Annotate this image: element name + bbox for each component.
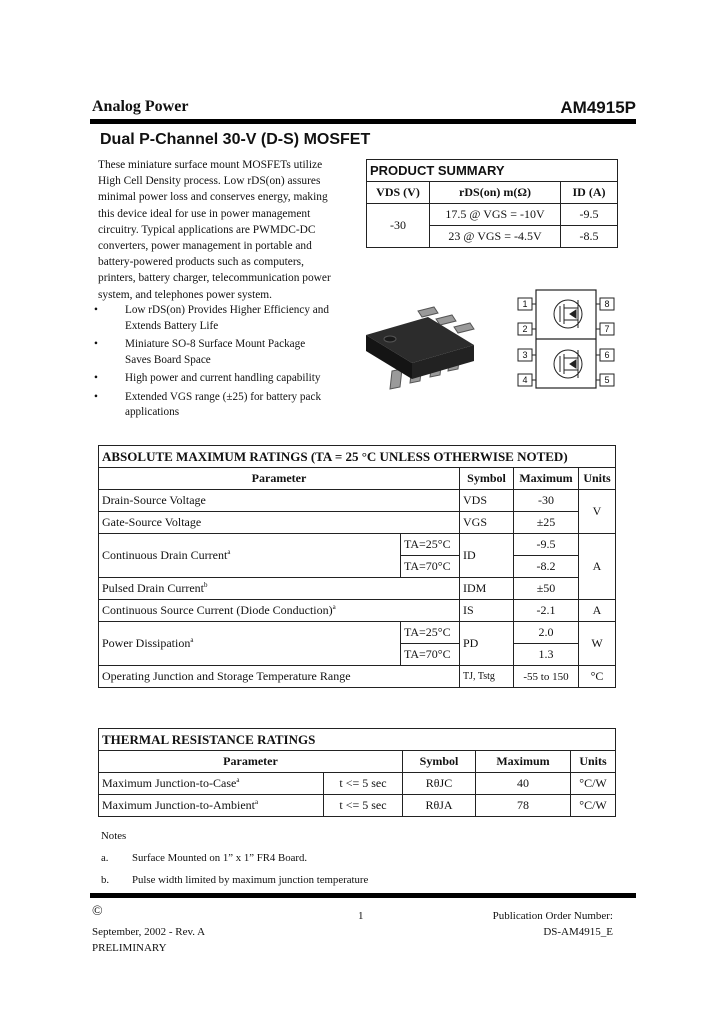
absolute-maximum-ratings-table [98, 445, 616, 688]
max-cell: 2.0 [514, 622, 579, 644]
unit-cell: A [579, 534, 616, 600]
param-cell: Continuous Drain Current$^a$ [99, 534, 401, 578]
intro-line: system, and telephones power system. [98, 288, 272, 301]
pin-label: 5 [604, 375, 610, 385]
feature-item: • Extended VGS range (±25) for battery pack applications [92, 390, 352, 421]
symbol-cell: RθJC [403, 773, 476, 795]
intro-line: minimal power loss and conserves energy, making [98, 191, 328, 204]
intro-line: circuitry. Typical applications are PWMDC-DC [98, 223, 316, 236]
param-cell: Power Dissipation$^a$ [99, 622, 401, 666]
param-cell: Drain-Source Voltage [99, 490, 460, 512]
max-cell: ±25 [514, 512, 579, 534]
symbol-cell: VDS [460, 490, 514, 512]
pin-label: 6 [604, 350, 610, 360]
pin-label: 8 [604, 299, 610, 309]
condition-cell: TA=25°C [401, 534, 460, 556]
copyright-symbol: © [92, 904, 103, 919]
thermal-resistance-table [98, 728, 616, 817]
feature-list [92, 303, 352, 424]
part-number: AM4915P [560, 98, 636, 117]
rds-value: 17.5 @ VGS = -10V [430, 204, 561, 226]
vds-value: -30 [367, 204, 430, 248]
param-cell: Maximum Junction-to-Case$^a$ [99, 773, 324, 795]
notes-heading: Notes [101, 830, 127, 842]
col-maximum: Maximum [476, 751, 571, 773]
note-item: a. Surface Mounted on 1” x 1” FR4 Board. [101, 852, 308, 864]
pin-label: 4 [522, 375, 528, 385]
symbol-cell: VGS [460, 512, 514, 534]
unit-cell: V [579, 490, 616, 534]
condition-cell: t <= 5 sec [324, 795, 403, 817]
footer-rule [90, 893, 636, 898]
feature-item: • Low rDS(on) Provides Higher Efficiency and Extends Battery Life [92, 303, 352, 334]
col-symbol: Symbol [460, 468, 514, 490]
unit-cell: °C/W [571, 795, 616, 817]
param-cell: Continuous Source Current (Diode Conduction)$^a$ [99, 600, 460, 622]
unit-cell: W [579, 622, 616, 666]
max-cell: -9.5 [514, 534, 579, 556]
max-cell: 1.3 [514, 644, 579, 666]
publication-label: Publication Order Number: [492, 910, 613, 922]
param-cell: Maximum Junction-to-Ambient$^a$ [99, 795, 324, 817]
col-vds: VDS (V) [367, 182, 430, 204]
notes-section [101, 825, 368, 891]
param-cell: Gate-Source Voltage [99, 512, 460, 534]
condition-cell: TA=70°C [401, 644, 460, 666]
amr-title: ABSOLUTE MAXIMUM RATINGS (TA = 25 °C UNLESS OTHERWISE NOTED) [99, 446, 616, 468]
max-cell: -55 to 150 [514, 666, 579, 688]
symbol-cell: RθJA [403, 795, 476, 817]
col-parameter: Parameter [99, 468, 460, 490]
symbol-cell: IDM [460, 578, 514, 600]
product-summary-title: PRODUCT SUMMARY [367, 160, 618, 182]
footer-status: PRELIMINARY [92, 942, 167, 954]
pin-label: 2 [522, 324, 528, 334]
col-symbol: Symbol [403, 751, 476, 773]
symbol-cell: ID [460, 534, 514, 578]
document-title: Dual P-Channel 30-V (D-S) MOSFET [100, 131, 371, 148]
page-number: 1 [358, 910, 364, 922]
header-rule [90, 119, 636, 124]
symbol-cell: IS [460, 600, 514, 622]
unit-cell: °C/W [571, 773, 616, 795]
intro-line: battery-powered products such as computers, [98, 256, 304, 269]
max-cell: -8.2 [514, 556, 579, 578]
max-cell: -30 [514, 490, 579, 512]
max-cell: ±50 [514, 578, 579, 600]
intro-line: These miniature surface mount MOSFETs utilize [98, 159, 323, 171]
feature-item: • Miniature SO-8 Surface Mount Package Saves Board Space [92, 337, 352, 368]
intro-line: High Cell Density process. Low rDS(on) assures [98, 175, 321, 188]
trr-title: THERMAL RESISTANCE RATINGS [99, 729, 616, 751]
param-cell: Pulsed Drain Current$^b$ [99, 578, 460, 600]
id-value: -8.5 [561, 226, 618, 248]
unit-cell: A [579, 600, 616, 622]
id-value: -9.5 [561, 204, 618, 226]
condition-cell: TA=70°C [401, 556, 460, 578]
publication-number: DS-AM4915_E [543, 926, 613, 938]
footer-date-rev: September, 2002 - Rev. A [92, 926, 206, 938]
condition-cell: TA=25°C [401, 622, 460, 644]
max-cell: 78 [476, 795, 571, 817]
col-rds: rDS(on) m(Ω) [430, 182, 561, 204]
intro-paragraph [98, 157, 348, 303]
product-summary-table [366, 159, 618, 248]
unit-cell: °C [579, 666, 616, 688]
symbol-cell: PD [460, 622, 514, 666]
col-units: Units [571, 751, 616, 773]
pin-label: 1 [522, 299, 528, 309]
col-id: ID (A) [561, 182, 618, 204]
condition-cell: t <= 5 sec [324, 773, 403, 795]
company-name: Analog Power [92, 98, 189, 115]
intro-line: this device ideal for use in power management [98, 207, 311, 220]
feature-item: • High power and current handling capability [92, 371, 352, 387]
max-cell: 40 [476, 773, 571, 795]
col-parameter: Parameter [99, 751, 403, 773]
col-units: Units [579, 468, 616, 490]
symbol-cell: TJ, Tstg [460, 666, 514, 688]
max-cell: -2.1 [514, 600, 579, 622]
pinout-diagram [516, 288, 618, 392]
so8-package-image [362, 305, 482, 395]
intro-line: printers, battery charger, telecommunication power [98, 272, 331, 285]
intro-line: converters, power management in portable and [98, 240, 312, 253]
note-item: b. Pulse width limited by maximum junction temperature [101, 874, 369, 886]
pin-label: 7 [604, 324, 610, 334]
col-maximum: Maximum [514, 468, 579, 490]
param-cell: Operating Junction and Storage Temperature Range [99, 666, 460, 688]
pin-label: 3 [522, 350, 528, 360]
rds-value: 23 @ VGS = -4.5V [430, 226, 561, 248]
